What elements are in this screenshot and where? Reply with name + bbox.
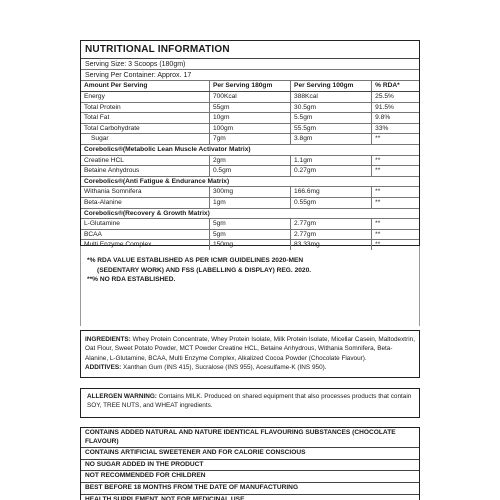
statement-line: NOT RECOMMENDED FOR CHILDREN <box>81 471 419 483</box>
nutrient-per-100: 0.55gm <box>291 197 372 208</box>
nutrient-name: Betaine Anhydrous <box>81 166 209 177</box>
nutrient-per-180: 5gm <box>209 229 290 240</box>
table-row <box>81 155 419 166</box>
header-amount: Amount Per Serving <box>81 81 209 92</box>
header-per-180: Per Serving 180gm <box>209 81 290 92</box>
nutrient-rda: ** <box>372 166 419 177</box>
nutrient-name: Beta-Alanine <box>81 197 209 208</box>
section-row <box>81 144 419 155</box>
ingredients-text-block <box>85 335 415 363</box>
nutrient-name: Total Protein <box>81 102 209 113</box>
statements-box <box>80 427 420 500</box>
section-title: Corebolics®(Recovery & Growth Matrix) <box>81 208 419 219</box>
ingredients-label: INGREDIENTS: <box>85 336 131 343</box>
nutrient-per-100: 388Kcal <box>291 92 372 103</box>
nutrient-per-100: 30.5gm <box>291 102 372 113</box>
allergen-label: ALLERGEN WARNING: <box>87 393 157 400</box>
nutrient-rda: ** <box>372 187 419 198</box>
additives-text: Xanthan Gum (INS 415), Sucralose (INS 955), Acesulfame-K (INS 950). <box>123 364 327 372</box>
header-rda: % RDA* <box>372 81 419 92</box>
rda-footnote <box>80 246 420 326</box>
nutrient-per-100: 5.5gm <box>291 113 372 124</box>
nutrient-per-100: 3.8gm <box>291 134 372 145</box>
nutrient-rda: 91.5% <box>372 102 419 113</box>
nutrient-per-180: 300mg <box>209 187 290 198</box>
nutrient-per-180: 0.5gm <box>209 166 290 177</box>
section-row <box>81 176 419 187</box>
nutrient-name: Energy <box>81 92 209 103</box>
nutrient-per-180: 1gm <box>209 197 290 208</box>
serving-size: Serving Size: 3 Scoops (180gm) <box>81 59 419 70</box>
nutrient-per-180: 150mg <box>209 240 290 250</box>
ingredients-text: Whey Protein Concentrate, Whey Protein Isolate, Milk Protein Isolate, Micellar Casein, Maltodextrin, Oat Flour, Sweet Potato Powder, MCT Powder Creatine HCL, Betaine Anhydrous, Withania Somnifera, Beta-Alanine, L-Glutamine, BCAA, Multi Enzyme Complex, Alkalized Cocoa Powder (Chocolate Flavour). <box>85 336 415 362</box>
statement-line: CONTAINS ADDED NATURAL AND NATURE IDENTICAL FLAVOURING SUBSTANCES (CHOCOLATE FLAVOUR) <box>81 428 419 448</box>
allergen-text: Contains MILK. Produced on shared equipment that also processes products that contain SOY, TREE NUTS, and WHEAT ingredients. <box>87 393 412 410</box>
nutrient-name: L-Glutamine <box>81 219 209 230</box>
header-per-100: Per Serving 100gm <box>291 81 372 92</box>
nutrient-rda: 25.5% <box>372 92 419 103</box>
nutrient-per-180: 10gm <box>209 113 290 124</box>
section-title: Corebolics®(Anti Fatigue & Endurance Matrix) <box>81 176 419 187</box>
nutrition-title: NUTRITIONAL INFORMATION <box>81 41 419 59</box>
nutrition-facts-panel <box>80 40 420 249</box>
nutrient-name: Sugar <box>81 134 209 145</box>
statement-line: NO SUGAR ADDED IN THE PRODUCT <box>81 460 419 472</box>
nutrient-per-180: 100gm <box>209 123 290 134</box>
nutrient-rda: ** <box>372 155 419 166</box>
nutrient-rda: 33% <box>372 123 419 134</box>
nutrient-per-100: 166.6mg <box>291 187 372 198</box>
table-row <box>81 197 419 208</box>
nutrient-per-180: 55gm <box>209 102 290 113</box>
nutrient-per-100: 83.33mg <box>291 240 372 250</box>
nutrient-name: Creatine HCL <box>81 155 209 166</box>
nutrient-name: Withania Somnifera <box>81 187 209 198</box>
additives-text-block <box>85 363 415 372</box>
nutrient-name: Total Fat <box>81 113 209 124</box>
servings-per-container: Serving Per Container: Approx. 17 <box>81 70 419 81</box>
nutrient-per-180: 5gm <box>209 219 290 230</box>
nutrient-per-100: 0.27gm <box>291 166 372 177</box>
additives-label: ADDITIVES: <box>85 364 122 372</box>
table-row <box>81 229 419 240</box>
nutrition-header-row <box>81 81 419 92</box>
table-row <box>81 166 419 177</box>
table-row <box>81 187 419 198</box>
nutrient-rda: ** <box>372 134 419 145</box>
nutrient-per-180: 700Kcal <box>209 92 290 103</box>
label-panel <box>80 40 420 500</box>
nutrient-per-100: 2.77gm <box>291 229 372 240</box>
nutrient-per-100: 55.5gm <box>291 123 372 134</box>
table-row <box>81 92 419 103</box>
table-row <box>81 102 419 113</box>
section-title: Corebolics®(Metabolic Lean Muscle Activator Matrix) <box>81 144 419 155</box>
section-row <box>81 208 419 219</box>
table-row <box>81 113 419 124</box>
table-row <box>81 123 419 134</box>
nutrient-rda: 9.8% <box>372 113 419 124</box>
statement-line: BEST BEFORE 18 MONTHS FROM THE DATE OF MANUFACTURING <box>81 483 419 495</box>
table-row <box>81 134 419 145</box>
nutrient-rda: ** <box>372 219 419 230</box>
nutrient-per-180: 2gm <box>209 155 290 166</box>
nutrient-name: BCAA <box>81 229 209 240</box>
nutrient-per-180: 7gm <box>209 134 290 145</box>
nutrient-per-100: 2.77gm <box>291 219 372 230</box>
nutrition-table <box>81 81 419 250</box>
footnote-line: *% RDA VALUE ESTABLISHED AS PER ICMR GUIDELINES 2020-MEN <box>87 257 304 264</box>
ingredients-box <box>80 330 420 378</box>
nutrient-per-100: 1.1gm <box>291 155 372 166</box>
nutrient-rda: ** <box>372 229 419 240</box>
footnote-line: (SEDENTARY WORK) AND FSS (LABELLING & DISPLAY) REG. 2020. <box>97 266 312 274</box>
nutrient-rda: ** <box>375 241 381 249</box>
allergen-box <box>80 388 420 418</box>
nutrient-rda: ** <box>372 197 419 208</box>
statement-line: CONTAINS ARTIFICIAL SWEETENER AND FOR CALORIE CONSCIOUS <box>81 448 419 460</box>
table-row <box>81 219 419 230</box>
nutrient-name: Total Carbohydrate <box>81 123 209 134</box>
nutrient-name: Multi Enzyme Complex <box>81 240 209 250</box>
footnote-line: **% NO RDA ESTABLISHED. <box>87 276 176 284</box>
statement-line: HEALTH SUPPLEMENT. NOT FOR MEDICINAL USE <box>85 495 245 500</box>
